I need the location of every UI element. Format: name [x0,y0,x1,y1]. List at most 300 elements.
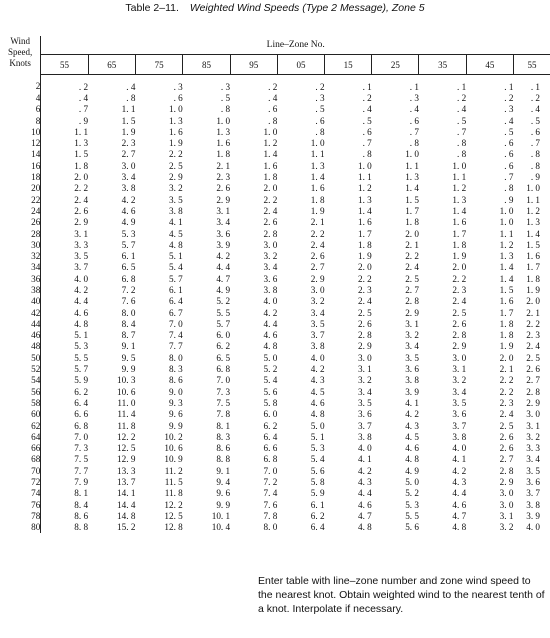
weighted-wind-cell: 4. 8 [74,318,89,329]
weighted-wind-cell: . 1 [409,81,419,92]
wind-speed-cell: 30 [0,239,41,250]
weighted-wind-cell: 3. 5 [357,397,372,408]
weighted-wind-cell: . 8 [504,183,514,194]
weighted-wind-cell: 3. 7 [357,420,372,431]
weighted-wind-cell: 14. 8 [117,510,136,521]
weighted-wind-cell: 4. 6 [74,307,89,318]
weighted-wind-cell: 8. 0 [263,522,278,533]
weighted-wind-cell: 3. 9 [526,510,540,521]
weighted-wind-cell: 4. 4 [357,488,372,499]
weighted-wind-cell: 6. 1 [310,499,325,510]
weighted-wind-cell: 7. 0 [263,465,278,476]
table-row [0,375,550,386]
weighted-wind-cell: 11. 4 [117,409,136,420]
weighted-wind-cell: . 6 [504,149,514,160]
weighted-wind-cell: 2. 9 [216,194,231,205]
weighted-wind-cell: 1. 1 [526,194,540,205]
weighted-wind-cell: 10. 2 [164,431,183,442]
weighted-wind-cell: 3. 1 [216,205,231,216]
wind-speed-cell: 34 [0,262,41,273]
weighted-wind-cell: 2. 2 [526,318,540,329]
weighted-wind-cell: 3. 4 [121,172,136,183]
weighted-wind-cell: 2. 3 [526,330,540,341]
weighted-wind-cell: 4. 6 [263,330,278,341]
table-row [0,194,550,205]
weighted-wind-cell: 5. 7 [121,239,136,250]
weighted-wind-cell: 2. 2 [357,273,372,284]
weighted-wind-cell: 3. 6 [405,364,419,375]
weighted-wind-cell: 4. 2 [216,251,231,262]
weighted-wind-cell: 4. 8 [405,454,419,465]
weighted-wind-cell: 2. 2 [499,375,514,386]
weighted-wind-cell: 5. 6 [310,465,325,476]
weighted-wind-cell: 8. 0 [121,307,136,318]
weighted-wind-cell: 3. 8 [357,431,372,442]
weighted-wind-cell: 7. 8 [263,510,278,521]
wind-speed-cell: 60 [0,409,41,420]
wind-header-line-1: Wind [10,36,30,46]
weighted-wind-cell: . 6 [504,160,514,171]
weighted-wind-cell: 3. 4 [310,307,325,318]
weighted-wind-cell: 4. 8 [310,409,325,420]
weighted-wind-cell: . 7 [530,138,540,149]
weighted-wind-cell: 4. 5 [168,228,183,239]
wind-speed-cell: 28 [0,228,41,239]
table-row [0,454,550,465]
weighted-wind-cell: 7. 2 [263,477,278,488]
table-row [0,183,550,194]
table-title [0,2,550,14]
weighted-wind-cell: 9. 3 [168,397,183,408]
weighted-wind-cell: 7. 4 [263,488,278,499]
weighted-wind-cell: 1. 1 [499,228,514,239]
weighted-wind-cell: 3. 8 [526,499,540,510]
zone-header-row [0,55,550,75]
weighted-wind-cell: 1. 7 [405,205,419,216]
weighted-wind-cell: 1. 8 [216,149,231,160]
weighted-wind-cell: 2. 3 [452,284,467,295]
table-caption: Weighted Wind Speeds (Type 2 Message), Zone 5 [189,2,425,14]
weighted-wind-cell: 6. 4 [74,397,89,408]
weighted-wind-cell: . 7 [78,104,89,115]
weighted-wind-cell: 7. 3 [74,443,89,454]
table-row [0,318,550,329]
weighted-wind-cell: 5. 1 [310,431,325,442]
weighted-wind-cell: . 4 [268,92,278,103]
weighted-wind-cell: 1. 5 [121,115,136,126]
weighted-wind-cell: . 8 [530,160,540,171]
weighted-wind-cell: 6. 5 [216,352,231,363]
weighted-wind-cell: 1. 7 [357,228,372,239]
weighted-wind-cell: 1. 9 [168,138,183,149]
weighted-wind-cell: 1. 0 [168,104,183,115]
weighted-wind-cell: 7. 7 [168,341,183,352]
weighted-wind-cell: 4. 3 [452,477,467,488]
weighted-wind-cell: 2. 8 [263,228,278,239]
wind-header-line-3: Knots [9,58,31,68]
weighted-wind-cell: 4. 5 [405,431,419,442]
weighted-wind-cell: 3. 6 [452,409,467,420]
weighted-wind-cell: 9. 6 [216,488,231,499]
weighted-wind-cell: 3. 6 [216,228,231,239]
wind-speed-cell: 4 [0,92,41,103]
weighted-wind-cell: 1. 4 [499,273,514,284]
wind-speed-cell: 18 [0,171,41,182]
weighted-wind-cell: 2. 0 [526,296,540,307]
wind-speed-cell: 20 [0,183,41,194]
weighted-wind-cell: 1. 4 [263,149,278,160]
weighted-wind-cell: 1. 0 [216,115,231,126]
weighted-wind-cell: 1. 5 [74,149,89,160]
weighted-wind-cell: 2. 2 [168,149,183,160]
weighted-wind-cell: 8. 8 [216,454,231,465]
weighted-wind-cell: . 9 [530,172,540,183]
weighted-wind-cell: . 8 [126,92,136,103]
weighted-wind-cell: 5. 8 [310,477,325,488]
weighted-wind-cell: . 8 [220,104,231,115]
wind-header-line-2: Speed, [8,47,33,57]
weighted-wind-cell: 13. 7 [117,477,136,488]
weighted-wind-cell: 4. 0 [74,273,89,284]
weighted-wind-cell: 4. 4 [263,318,278,329]
weighted-wind-cell: . 4 [457,104,467,115]
weighted-wind-cell: 2. 4 [263,205,278,216]
weighted-wind-cell: 2. 1 [526,307,540,318]
weighted-wind-cell: 2. 9 [310,273,325,284]
weighted-wind-cell: 12. 2 [117,431,136,442]
wind-speed-cell: 36 [0,273,41,284]
weighted-wind-cell: . 1 [362,81,372,92]
table-row [0,499,550,510]
table-row [0,510,550,521]
weighted-wind-cell: 3. 0 [499,488,514,499]
weighted-wind-cell: 10. 6 [117,386,136,397]
weighted-wind-cell: 2. 9 [74,217,89,228]
wind-speed-cell: 38 [0,284,41,295]
weighted-wind-cell: 3. 9 [216,239,231,250]
wind-speed-cell: 6 [0,104,41,115]
weighted-wind-cell: 1. 8 [74,160,89,171]
weighted-wind-cell: 4. 2 [452,465,467,476]
weighted-wind-cell: 10. 4 [211,522,231,533]
weighted-wind-cell: 3. 4 [263,262,278,273]
weighted-wind-cell: . 7 [504,172,514,183]
table-row [0,307,550,318]
weighted-wind-cell: 12. 5 [164,510,183,521]
weighted-wind-cell: 2. 6 [499,443,514,454]
weighted-wind-cell: . 2 [268,81,278,92]
weighted-wind-cell: 1. 6 [526,251,540,262]
weighted-wind-cell: 13. 3 [117,465,136,476]
table-row [0,409,550,420]
weighted-wind-cell: 8. 1 [216,420,231,431]
weighted-wind-cell: 7. 5 [74,454,89,465]
weighted-wind-cell: 4. 9 [121,217,136,228]
weighted-wind-cell: 1. 5 [499,284,514,295]
weighted-wind-cell: 1. 0 [452,160,467,171]
weighted-wind-cell: 1. 1 [74,126,89,137]
weighted-wind-cell: 7. 0 [168,318,183,329]
table-row [0,92,550,103]
weighted-wind-cell: 6. 0 [216,330,231,341]
weighted-wind-cell: 9. 9 [121,364,136,375]
weighted-wind-cell: 3. 8 [405,375,419,386]
table-row [0,115,550,126]
weighted-wind-cell: . 8 [362,149,372,160]
weighted-wind-cell: 2. 2 [263,194,278,205]
weighted-wind-cell: . 4 [504,115,514,126]
weighted-wind-cell: . 7 [457,126,467,137]
weighted-wind-cell: 1. 3 [74,138,89,149]
wind-speed-cell: 10 [0,126,41,137]
weighted-wind-cell: 4. 4 [74,296,89,307]
weighted-wind-cell: 12. 8 [164,522,183,533]
wind-speed-cell: 80 [0,522,41,533]
weighted-wind-cell: 7. 7 [74,465,89,476]
weighted-wind-cell: 4. 2 [357,465,372,476]
wind-speed-header [0,36,41,75]
weighted-wind-cell: 6. 1 [168,284,183,295]
weighted-wind-cell: . 5 [220,92,231,103]
weighted-wind-cell: 8. 4 [121,318,136,329]
weighted-wind-cell: 4. 6 [405,443,419,454]
weighted-wind-cell: 1. 9 [121,126,136,137]
weighted-wind-cell: 3. 6 [357,409,372,420]
weighted-wind-cell: 4. 7 [216,273,231,284]
weighted-wind-cell: 4. 9 [405,465,419,476]
weighted-wind-cell: 1. 3 [168,115,183,126]
weighted-wind-cell: 2. 0 [74,172,89,183]
weighted-wind-cell: 6. 4 [263,431,278,442]
weighted-wind-cell: 2. 8 [526,386,540,397]
weighted-wind-cell: 5. 4 [310,454,325,465]
weighted-wind-cell: 5. 7 [168,273,183,284]
table-row [0,363,550,374]
weighted-wind-cell: 1. 9 [499,341,514,352]
weighted-wind-cell: 10. 6 [164,443,183,454]
weighted-wind-cell: 7. 8 [216,409,231,420]
weighted-wind-cell: 9. 4 [216,477,231,488]
weighted-wind-cell: 1. 0 [263,126,278,137]
weighted-wind-cell: 2. 5 [499,420,514,431]
weighted-wind-cell: 5. 6 [263,386,278,397]
weighted-wind-cell: 3. 3 [526,443,540,454]
weighted-wind-cell: 15. 2 [117,522,136,533]
weighted-wind-cell: . 4 [126,81,136,92]
table-row [0,397,550,408]
weighted-wind-cell: 8. 6 [216,443,231,454]
weighted-wind-cell: . 3 [220,81,231,92]
table-row [0,330,550,341]
weighted-wind-cell: 8. 8 [74,522,89,533]
weighted-wind-cell: 3. 7 [310,330,325,341]
weighted-wind-cell: 6. 4 [310,522,325,533]
weighted-wind-cell: . 7 [362,138,372,149]
weighted-wind-cell: 9. 5 [121,352,136,363]
weighted-wind-cell: 2. 8 [452,330,467,341]
weighted-wind-cell: 2. 8 [357,330,372,341]
weighted-wind-cell: 3. 0 [263,239,278,250]
weighted-wind-cell: . 2 [78,81,89,92]
weighted-wind-cell: 1. 6 [216,138,231,149]
weighted-wind-cell: 1. 0 [499,205,514,216]
weighted-wind-cell: 2. 0 [357,262,372,273]
weighted-wind-cell: 4. 8 [168,239,183,250]
weighted-wind-cell: 2. 4 [357,296,372,307]
weighted-wind-cell: 4. 0 [452,443,467,454]
weighted-wind-cell: . 6 [504,138,514,149]
weighted-wind-cell: 2. 2 [499,386,514,397]
weighted-wind-cell: 6. 8 [121,273,136,284]
weighted-wind-cell: 2. 4 [74,194,89,205]
weighted-wind-cell: 2. 7 [499,454,514,465]
weighted-wind-cell: 2. 7 [405,284,419,295]
weighted-wind-cell: . 1 [504,81,514,92]
wind-speed-cell: 56 [0,386,41,397]
weighted-wind-cell: 5. 9 [74,375,89,386]
weighted-wind-cell: 5. 7 [216,318,231,329]
weighted-wind-cell: 3. 6 [526,477,540,488]
weighted-wind-cell: 1. 2 [357,183,372,194]
weighted-wind-cell: 1. 9 [310,205,325,216]
weighted-wind-cell: 9. 9 [168,420,183,431]
weighted-wind-cell: 14. 1 [117,488,136,499]
weighted-wind-cell: 6. 2 [263,420,278,431]
weighted-wind-cell: 1. 8 [357,239,372,250]
weighted-wind-cell: . 8 [315,126,325,137]
weighted-wind-cell: . 6 [409,115,419,126]
zone-header-cell: 45 [466,55,513,75]
weighted-wind-cell: 1. 0 [405,149,419,160]
weighted-wind-cell: 1. 4 [405,183,419,194]
weighted-wind-cell: 2. 9 [452,341,467,352]
weighted-wind-cell: 3. 2 [168,183,183,194]
weighted-wind-cell: 2. 7 [121,149,136,160]
table-row [0,250,550,261]
weighted-wind-cell: 3. 7 [526,488,540,499]
wind-speed-cell: 76 [0,499,41,510]
weighted-wind-cell: 1. 3 [526,217,540,228]
weighted-wind-cell: 8. 4 [74,499,89,510]
weighted-wind-cell: 8. 1 [74,488,89,499]
weighted-wind-cell: 3. 1 [452,364,467,375]
table-row [0,341,550,352]
weighted-wind-cell: 2. 5 [357,307,372,318]
weighted-wind-cell: 6. 2 [74,386,89,397]
weighted-wind-cell: 3. 0 [357,352,372,363]
weighted-wind-cell: 5. 3 [310,443,325,454]
wind-speed-cell: 72 [0,476,41,487]
wind-speed-cell: 32 [0,250,41,261]
weighted-wind-cell: 1. 7 [526,262,540,273]
weighted-wind-cell: 1. 8 [499,318,514,329]
weighted-wind-cell: 3. 5 [405,352,419,363]
weighted-wind-cell: . 2 [504,92,514,103]
weighted-wind-cell: 8. 0 [168,352,183,363]
weighted-wind-cell: 2. 9 [357,341,372,352]
weighted-wind-cell: . 6 [362,126,372,137]
weighted-wind-cell: 4. 0 [263,296,278,307]
weighted-wind-cell: 5. 3 [405,499,419,510]
table-row [0,171,550,182]
table-row [0,296,550,307]
weighted-wind-cell: 4. 7 [357,510,372,521]
weighted-wind-cell: 1. 0 [310,138,325,149]
weighted-wind-cell: 5. 8 [263,397,278,408]
weighted-wind-cell: 2. 3 [121,138,136,149]
weighted-wind-cell: . 6 [173,92,183,103]
weighted-wind-cell: 5. 6 [405,522,419,533]
weighted-wind-cell: 3. 5 [168,194,183,205]
weighted-wind-cell: 1. 8 [263,172,278,183]
table-row [0,488,550,499]
weighted-wind-cell: 1. 3 [452,194,467,205]
weighted-wind-cell: 2. 3 [216,172,231,183]
table-number: Table 2–11. [125,2,179,14]
weighted-wind-cell: 2. 6 [499,431,514,442]
weighted-wind-cell: 11. 8 [117,420,136,431]
weighted-wind-cell: . 2 [530,92,540,103]
weighted-wind-cell: 4. 8 [263,341,278,352]
weighted-wind-cell: 3. 4 [357,386,372,397]
table-row [0,443,550,454]
weighted-wind-cell: 7. 0 [216,375,231,386]
weighted-wind-cell: 3. 0 [526,409,540,420]
table-row [0,239,550,250]
zone-header-cell: 55 [41,55,88,75]
table-row [0,217,550,228]
weighted-wind-cell: 2. 6 [357,318,372,329]
table-row [0,160,550,171]
weighted-wind-cell: 12. 9 [117,454,136,465]
weighted-wind-cell: 6. 8 [216,364,231,375]
wind-speed-cell: 58 [0,397,41,408]
weighted-wind-cell: 3. 3 [74,239,89,250]
wind-speed-cell: 54 [0,375,41,386]
weighted-wind-cell: 2. 4 [526,341,540,352]
weighted-wind-cell: 9. 0 [168,386,183,397]
weighted-wind-cell: 2. 8 [499,465,514,476]
weighted-wind-cell: 11. 5 [164,477,183,488]
weighted-wind-cell: 1. 4 [357,205,372,216]
table-row [0,137,550,148]
weighted-wind-cell: 3. 1 [499,510,514,521]
weighted-wind-cell: 8. 3 [216,431,231,442]
zone-header-cell: 85 [183,55,230,75]
zone-header-cell: 25 [372,55,419,75]
weighted-wind-cell: 1. 5 [405,194,419,205]
weighted-wind-cell: 10. 1 [211,510,231,521]
weighted-wind-cell: . 8 [409,138,419,149]
weighted-wind-cell: 2. 6 [526,364,540,375]
weighted-wind-cell: 6. 4 [168,296,183,307]
weighted-wind-cell: . 3 [173,81,183,92]
weighted-wind-cell: 4. 5 [310,386,325,397]
wind-speed-cell: 26 [0,217,41,228]
weighted-wind-cell: 7. 9 [74,477,89,488]
weighted-wind-cell: 9. 1 [216,465,231,476]
weighted-wind-cell: 2. 4 [310,239,325,250]
weighted-wind-cell: 3. 7 [74,262,89,273]
weighted-wind-cell: 2. 9 [499,477,514,488]
weighted-wind-cell: 2. 4 [405,262,419,273]
weighted-wind-cell: 2. 6 [263,217,278,228]
weighted-wind-cell: 2. 4 [452,296,467,307]
zone-header-cell: 55 [513,55,550,75]
weighted-wind-cell: 1. 3 [216,126,231,137]
weighted-wind-cell: 7. 0 [74,431,89,442]
zone-header-cell: 15 [325,55,372,75]
